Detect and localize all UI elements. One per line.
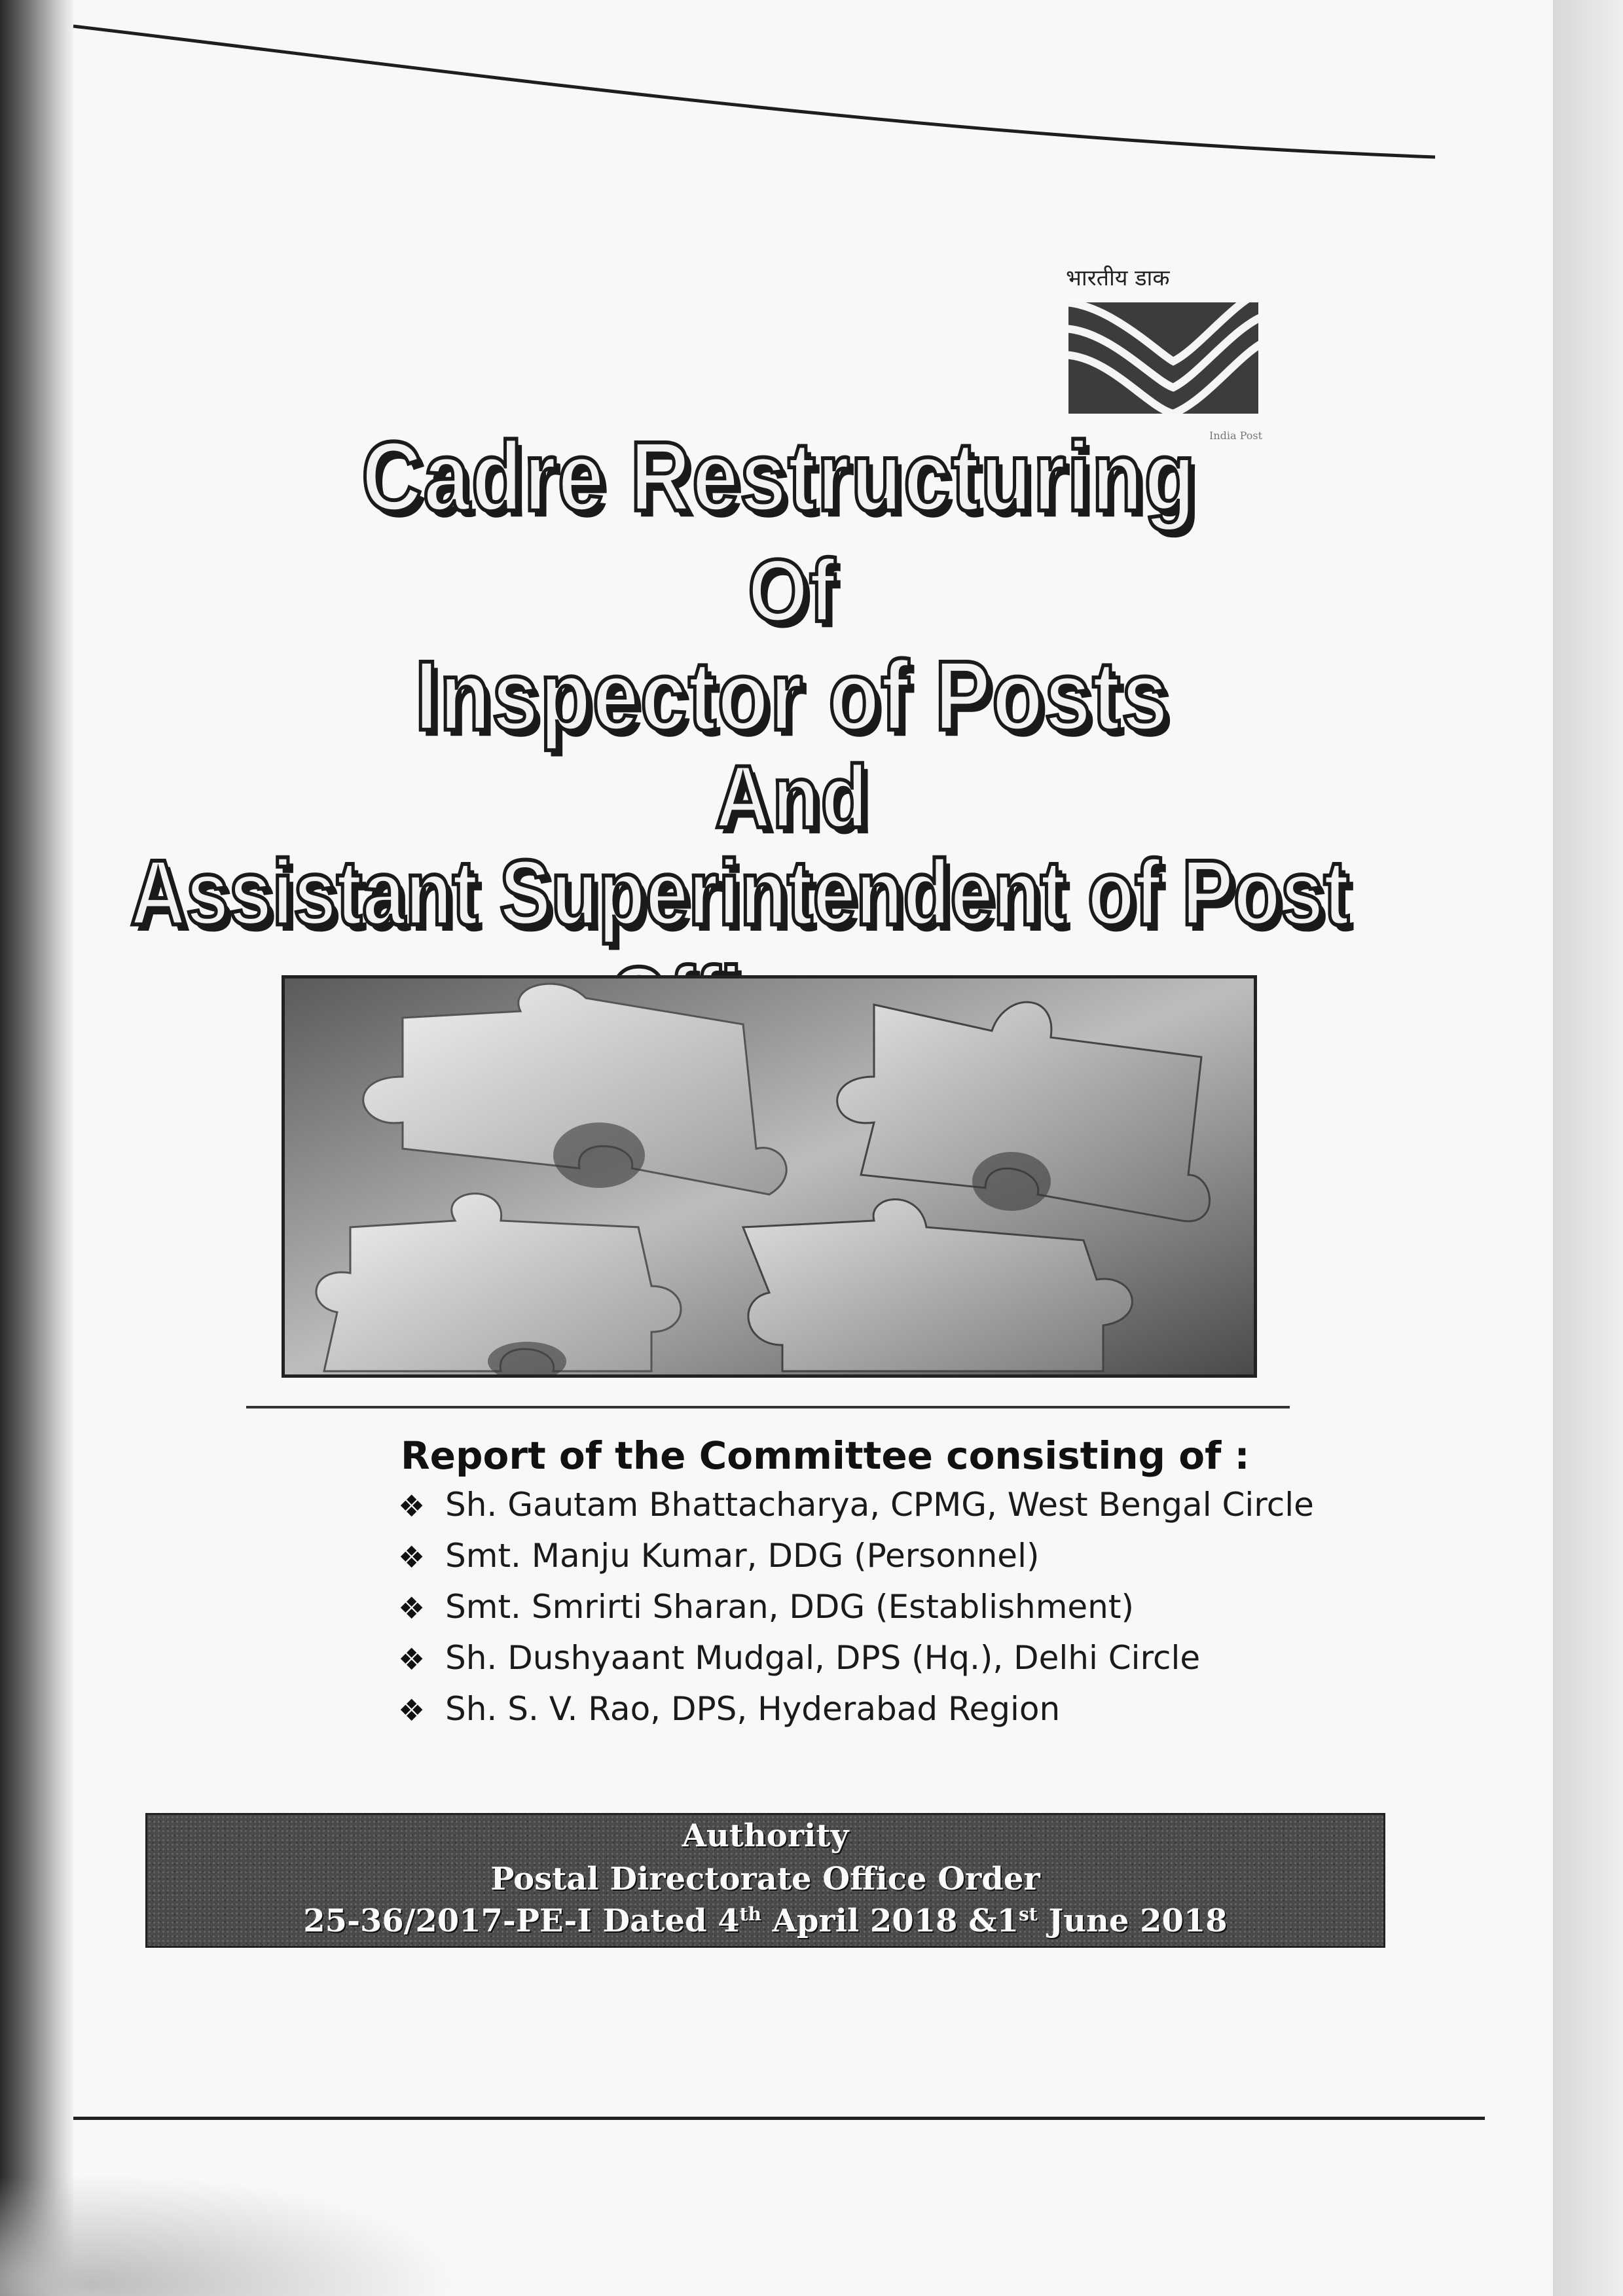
- scan-right-edge: [1553, 0, 1623, 2296]
- image-underline: [246, 1406, 1290, 1408]
- list-item: [398, 1537, 1380, 1588]
- title-line-5: Assistant Superintendent of Post: [130, 841, 1349, 945]
- authority-box: [145, 1813, 1385, 1948]
- title-line-3: Inspector of Posts: [414, 641, 1170, 751]
- list-item: [398, 1588, 1380, 1639]
- india-post-logo-icon: [1068, 302, 1258, 414]
- order-ref-sup-2: st: [1018, 1903, 1038, 1925]
- report-heading: Report of the Committee consisting of :: [401, 1433, 1250, 1478]
- diamond-bullet-icon: ❖: [398, 1590, 426, 1626]
- title-line-4: And: [715, 747, 869, 847]
- member-name: Smt. Manju Kumar, DDG (Personnel): [445, 1537, 1040, 1575]
- committee-member-list: [398, 1486, 1380, 1741]
- list-item: [398, 1690, 1380, 1741]
- diamond-bullet-icon: ❖: [398, 1693, 426, 1728]
- authority-heading: Authority: [682, 1818, 849, 1854]
- logo-subtext: India Post: [1209, 429, 1262, 442]
- order-ref-sup-1: th: [739, 1903, 761, 1925]
- bottom-rule: [73, 2117, 1485, 2120]
- logo-hindi-text: भारतीय डाक: [1066, 265, 1170, 291]
- puzzle-pieces-image: [282, 975, 1257, 1378]
- top-curved-rule: [0, 0, 1623, 170]
- title-line-2: Of: [748, 541, 837, 641]
- member-name: Sh. S. V. Rao, DPS, Hyderabad Region: [445, 1690, 1061, 1728]
- scan-bottom-shadow: [0, 2173, 458, 2296]
- diamond-bullet-icon: ❖: [398, 1539, 426, 1575]
- authority-order-reference: [147, 1903, 1383, 1939]
- order-ref-mid: April 2018 &1: [761, 1903, 1019, 1939]
- order-ref-prefix: 25-36/2017-PE-I Dated 4: [303, 1903, 740, 1939]
- order-ref-suffix: June 2018: [1037, 1903, 1228, 1939]
- list-item: [398, 1639, 1380, 1690]
- diamond-bullet-icon: ❖: [398, 1488, 426, 1524]
- title-line-1: Cadre Restructuring: [361, 422, 1197, 532]
- diamond-bullet-icon: ❖: [398, 1641, 426, 1677]
- authority-order-title: Postal Directorate Office Order: [490, 1861, 1040, 1897]
- member-name: Smt. Smrirti Sharan, DDG (Establishment): [445, 1588, 1134, 1626]
- member-name: Sh. Gautam Bhattacharya, CPMG, West Bengal Circle: [445, 1486, 1314, 1524]
- scan-edge-shadow: [0, 0, 73, 2296]
- member-name: Sh. Dushyaant Mudgal, DPS (Hq.), Delhi Circle: [445, 1639, 1201, 1677]
- list-item: [398, 1486, 1380, 1537]
